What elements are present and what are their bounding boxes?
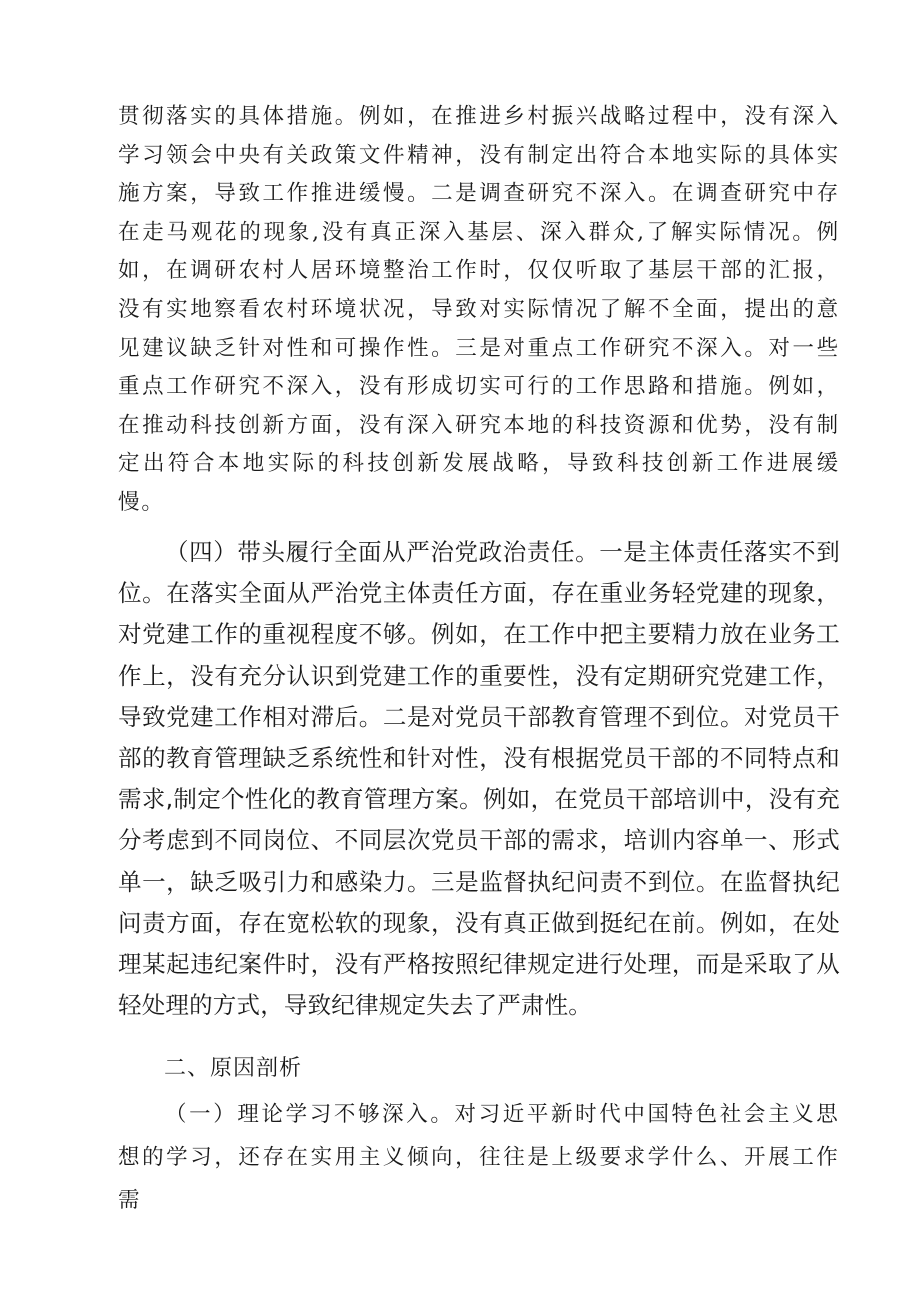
- section-heading: 二、原因剖析: [164, 1056, 303, 1081]
- body-paragraph-3: （一）理论学习不够深入。对习近平新时代中国特色社会主义思想的学习，还存在实用主义倾向，往往是上级要求学什么、开展工作需: [118, 1102, 840, 1213]
- body-paragraph-1: 贯彻落实的具体措施。例如，在推进乡村振兴战略过程中，没有深入学习领会中央有关政策文件精神，没有制定出符合本地实际的具体实施方案，导致工作推进缓慢。二是调查研究不深入。在调查研究中存在走马观花的现象,没有真正深入基层、深入群众,了解实际情况。例如，在调研农村人居环境整治工作时，仅仅听取了基层干部的汇报，没有实地察看农村环境状况，导致对实际情况了解不全面，提出的意见建议缺乏针对性和可操作性。三是对重点工作研究不深入。对一些重点工作研究不深入，没有形成切实可行的工作思路和措施。例如，在推动科技创新方面，没有深入研究本地的科技资源和优势，没有制定出符合本地实际的科技创新发展战略，导致科技创新工作进展缓慢。: [118, 104, 840, 515]
- body-paragraph-2: （四）带头履行全面从严治党政治责任。一是主体责任落实不到位。在落实全面从严治党主体责任方面，存在重业务轻党建的现象，对党建工作的重视程度不够。例如，在工作中把主要精力放在业务工作上，没有充分认识到党建工作的重要性，没有定期研究党建工作，导致党建工作相对滞后。二是对党员干部教育管理不到位。对党员干部的教育管理缺乏系统性和针对性，没有根据党员干部的不同特点和需求,制定个性化的教育管理方案。例如，在党员干部培训中，没有充分考虑到不同岗位、不同层次党员干部的需求，培训内容单一、形式单一，缺乏吸引力和感染力。三是监督执纪问责不到位。在监督执纪问责方面，存在宽松软的现象，没有真正做到挺纪在前。例如，在处理某起违纪案件时，没有严格按照纪律规定进行处理，而是采取了从轻处理的方式，导致纪律规定失去了严肃性。: [118, 538, 840, 1020]
